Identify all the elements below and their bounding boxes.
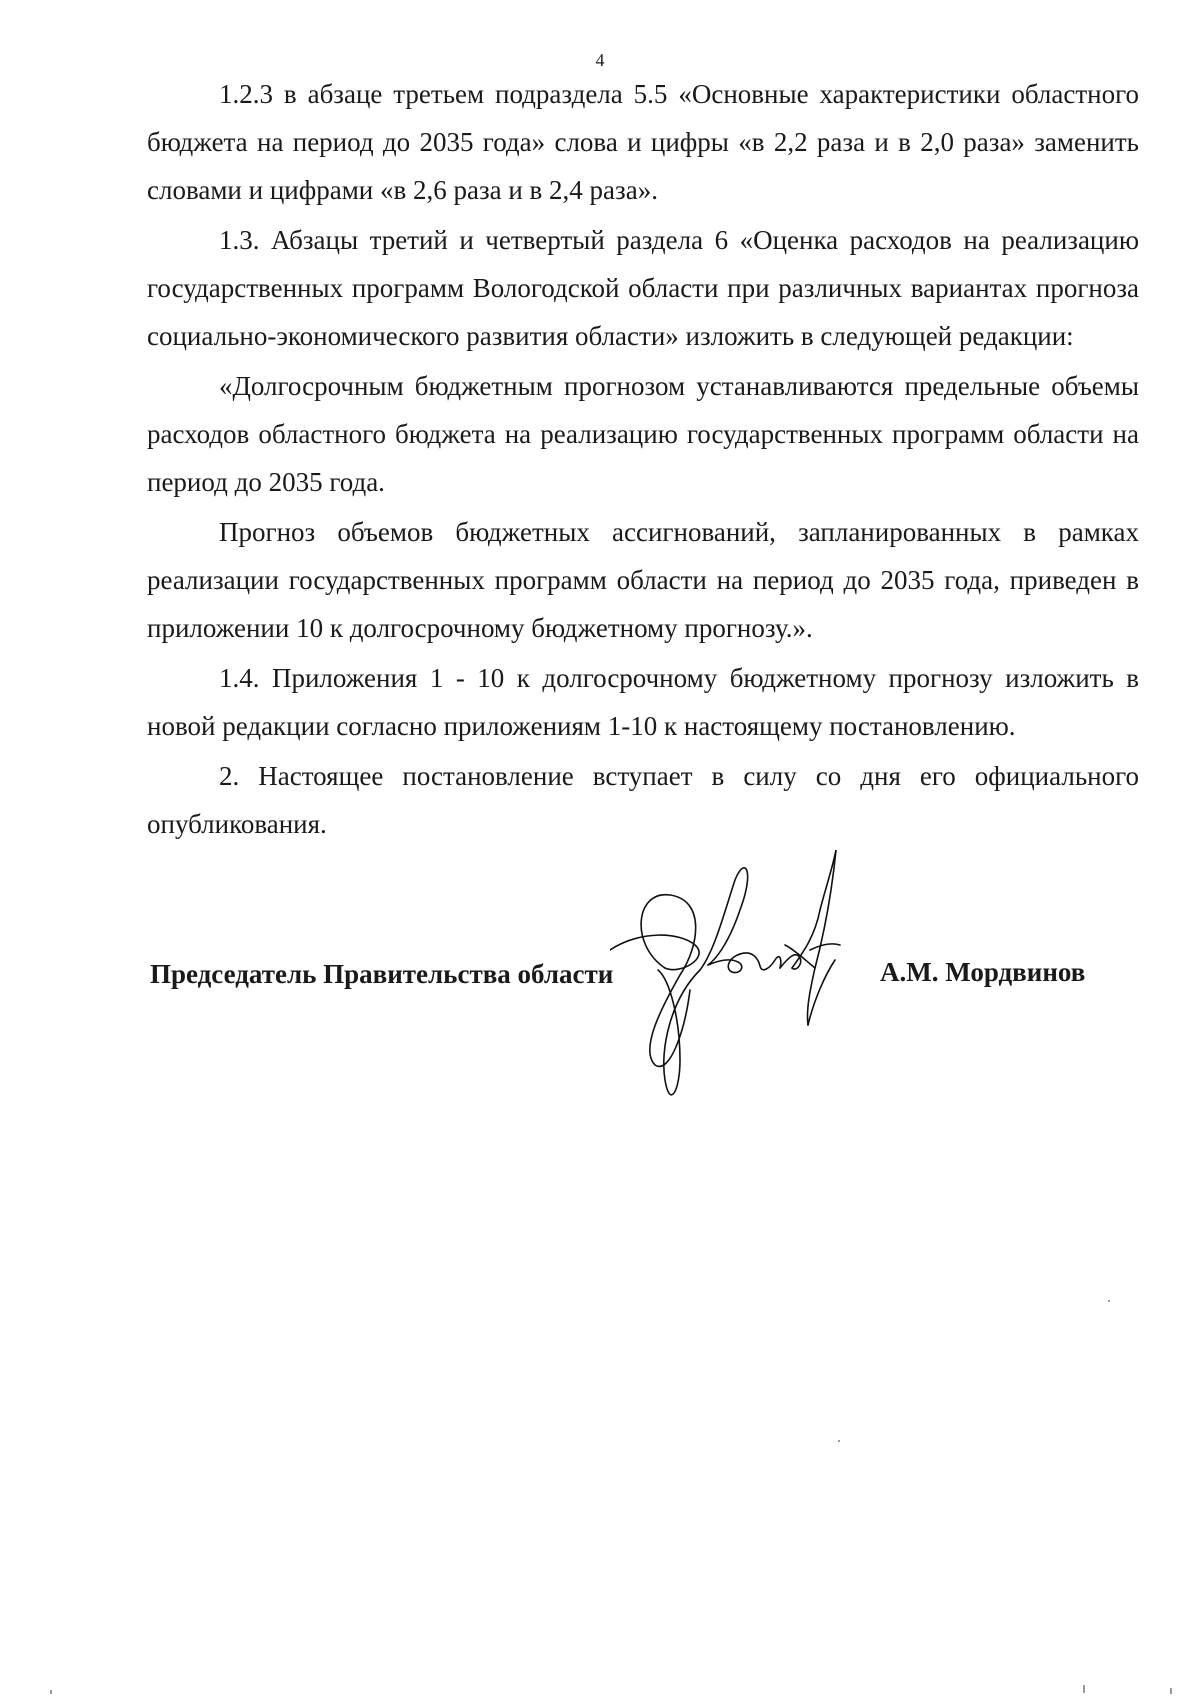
scan-speck [838, 1440, 840, 1442]
scan-speck [1083, 1685, 1085, 1693]
paragraph-1-3: 1.3. Абзацы третий и четвертый раздела 6 «Оценка расходов на реализацию государственных программ Вологодской области при различных вариантах прогноза социально-экономического развития области» изложить в следующей редакции: [147, 225, 1139, 351]
page-number: 4 [595, 50, 605, 70]
paragraph-quote-limits: «Долгосрочным бюджетным прогнозом устанавливаются предельные объемы расходов областного бюджета на реализацию государственных программ области на период до 2035 года. [147, 371, 1139, 497]
signatory-name: А.М. Мордвинов [880, 957, 1086, 987]
signatory-title: Председатель Правительства области [150, 959, 614, 989]
scan-speck [50, 1690, 52, 1694]
paragraph-forecast: Прогноз объемов бюджетных ассигнований, запланированных в рамках реализации государственных программ области на период до 2035 года, приведен в приложении 10 к долгосрочному бюджетному прогнозу.». [147, 517, 1139, 643]
document-body [147, 70, 1139, 848]
handwritten-signature-icon [610, 850, 910, 1100]
paragraph-1-4: 1.4. Приложения 1 - 10 к долгосрочному бюджетному прогнозу изложить в новой редакции согласно приложениям 1-10 к настоящему постановлению. [147, 663, 1139, 741]
paragraph-1-2-3: 1.2.3 в абзаце третьем подраздела 5.5 «Основные характеристики областного бюджета на период до 2035 года» слова и цифры «в 2,2 раза и в 2,0 раза» заменить словами и цифрами «в 2,6 раза и в 2,4 раза». [147, 79, 1139, 205]
scan-speck [1108, 1300, 1110, 1302]
scan-speck [1170, 1688, 1172, 1694]
paragraph-2: 2. Настоящее постановление вступает в силу со дня его официального опубликования. [147, 761, 1139, 839]
